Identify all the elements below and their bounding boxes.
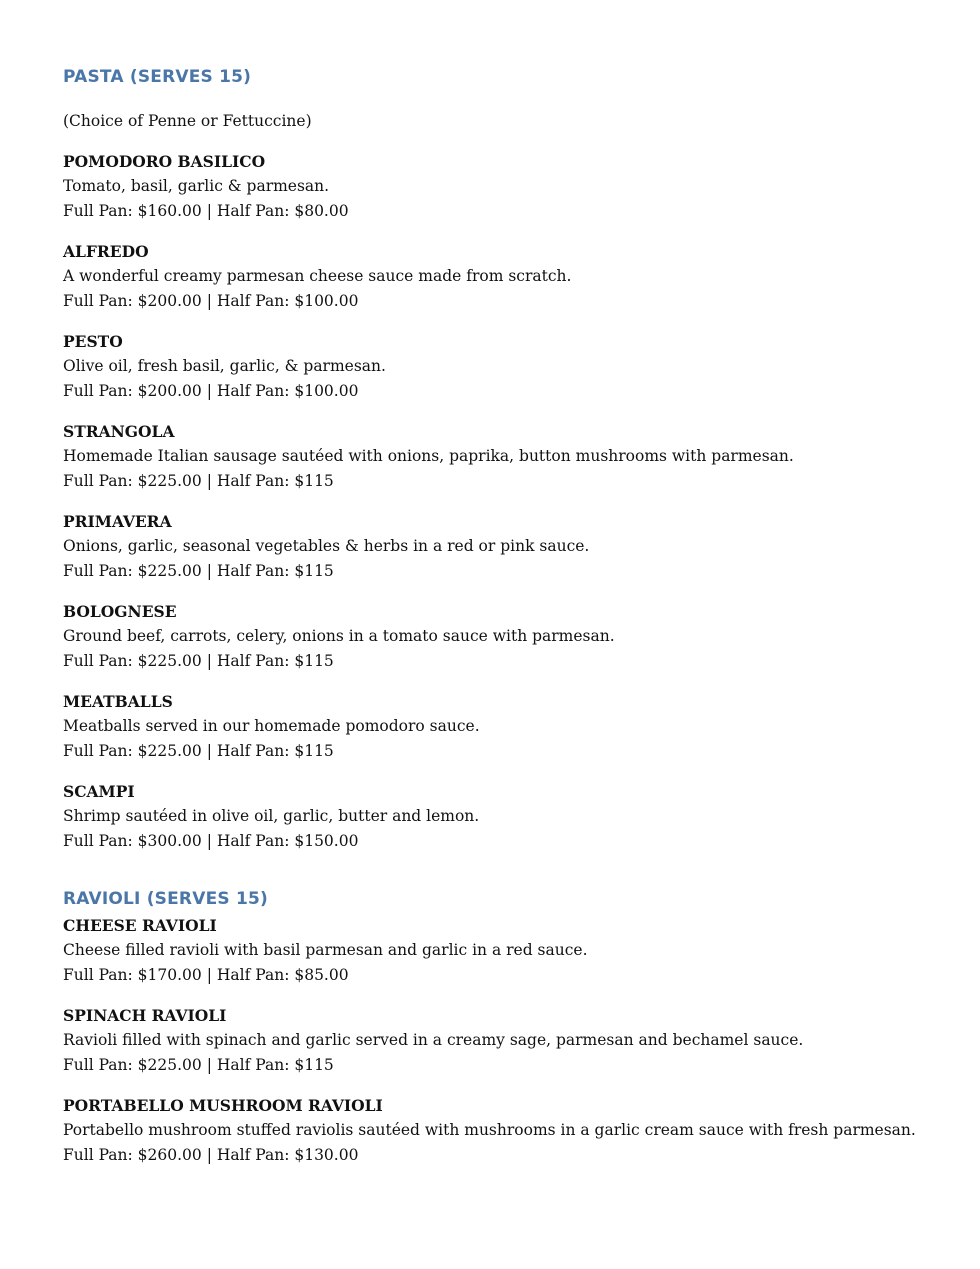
menu-item [63, 419, 943, 494]
ravioli-section [63, 887, 943, 1183]
menu-item [63, 1093, 943, 1168]
item-name: STRANGOLA [63, 422, 175, 441]
item-price: Full Pan: $200.00 | Half Pan: $100.00 [63, 292, 359, 310]
item-price: Full Pan: $170.00 | Half Pan: $85.00 [63, 966, 349, 984]
item-name: PRIMAVERA [63, 512, 172, 531]
item-description: Homemade Italian sausage sautéed with onions, paprika, button mushrooms with parmesan. [63, 447, 794, 465]
item-name: CHEESE RAVIOLI [63, 916, 217, 935]
item-price: Full Pan: $225.00 | Half Pan: $115 [63, 742, 334, 760]
pasta-choice-note: (Choice of Penne or Fettuccine) [63, 112, 312, 130]
item-description: Olive oil, fresh basil, garlic, & parmesan. [63, 357, 386, 375]
menu-item [63, 329, 943, 404]
item-name: PESTO [63, 332, 123, 351]
menu-item [63, 1003, 943, 1078]
item-description: Ravioli filled with spinach and garlic served in a creamy sage, parmesan and bechamel sauce. [63, 1031, 804, 1049]
item-price: Full Pan: $225.00 | Half Pan: $115 [63, 472, 334, 490]
menu-item [63, 779, 943, 854]
item-name: PORTABELLO MUSHROOM RAVIOLI [63, 1096, 383, 1115]
ravioli-section-title: RAVIOLI (SERVES 15) [63, 889, 268, 909]
item-description: Ground beef, carrots, celery, onions in a tomato sauce with parmesan. [63, 627, 615, 645]
item-description: Onions, garlic, seasonal vegetables & herbs in a red or pink sauce. [63, 537, 590, 555]
pasta-item-list [63, 149, 943, 854]
pasta-section-title: PASTA (SERVES 15) [63, 67, 252, 87]
item-name: POMODORO BASILICO [63, 152, 266, 171]
menu-item [63, 913, 943, 988]
pasta-section [63, 65, 943, 869]
menu-item [63, 239, 943, 314]
item-price: Full Pan: $260.00 | Half Pan: $130.00 [63, 1146, 359, 1164]
item-price: Full Pan: $225.00 | Half Pan: $115 [63, 652, 334, 670]
item-name: MEATBALLS [63, 692, 173, 711]
item-name: BOLOGNESE [63, 602, 177, 621]
item-name: ALFREDO [63, 242, 149, 261]
item-description: Cheese filled ravioli with basil parmesan and garlic in a red sauce. [63, 941, 588, 959]
item-name: SPINACH RAVIOLI [63, 1006, 227, 1025]
menu-item [63, 599, 943, 674]
item-description: Shrimp sautéed in olive oil, garlic, butter and lemon. [63, 807, 480, 825]
menu-item [63, 509, 943, 584]
item-description: Portabello mushroom stuffed raviolis sautéed with mushrooms in a garlic cream sauce with fresh parmesan. [63, 1121, 916, 1139]
item-price: Full Pan: $160.00 | Half Pan: $80.00 [63, 202, 349, 220]
item-name: SCAMPI [63, 782, 135, 801]
item-description: Meatballs served in our homemade pomodoro sauce. [63, 717, 480, 735]
ravioli-item-list [63, 913, 943, 1168]
item-description: Tomato, basil, garlic & parmesan. [63, 177, 330, 195]
menu-item [63, 149, 943, 224]
item-description: A wonderful creamy parmesan cheese sauce made from scratch. [63, 267, 572, 285]
item-price: Full Pan: $225.00 | Half Pan: $115 [63, 562, 334, 580]
menu-item [63, 689, 943, 764]
item-price: Full Pan: $200.00 | Half Pan: $100.00 [63, 382, 359, 400]
item-price: Full Pan: $225.00 | Half Pan: $115 [63, 1056, 334, 1074]
item-price: Full Pan: $300.00 | Half Pan: $150.00 [63, 832, 359, 850]
